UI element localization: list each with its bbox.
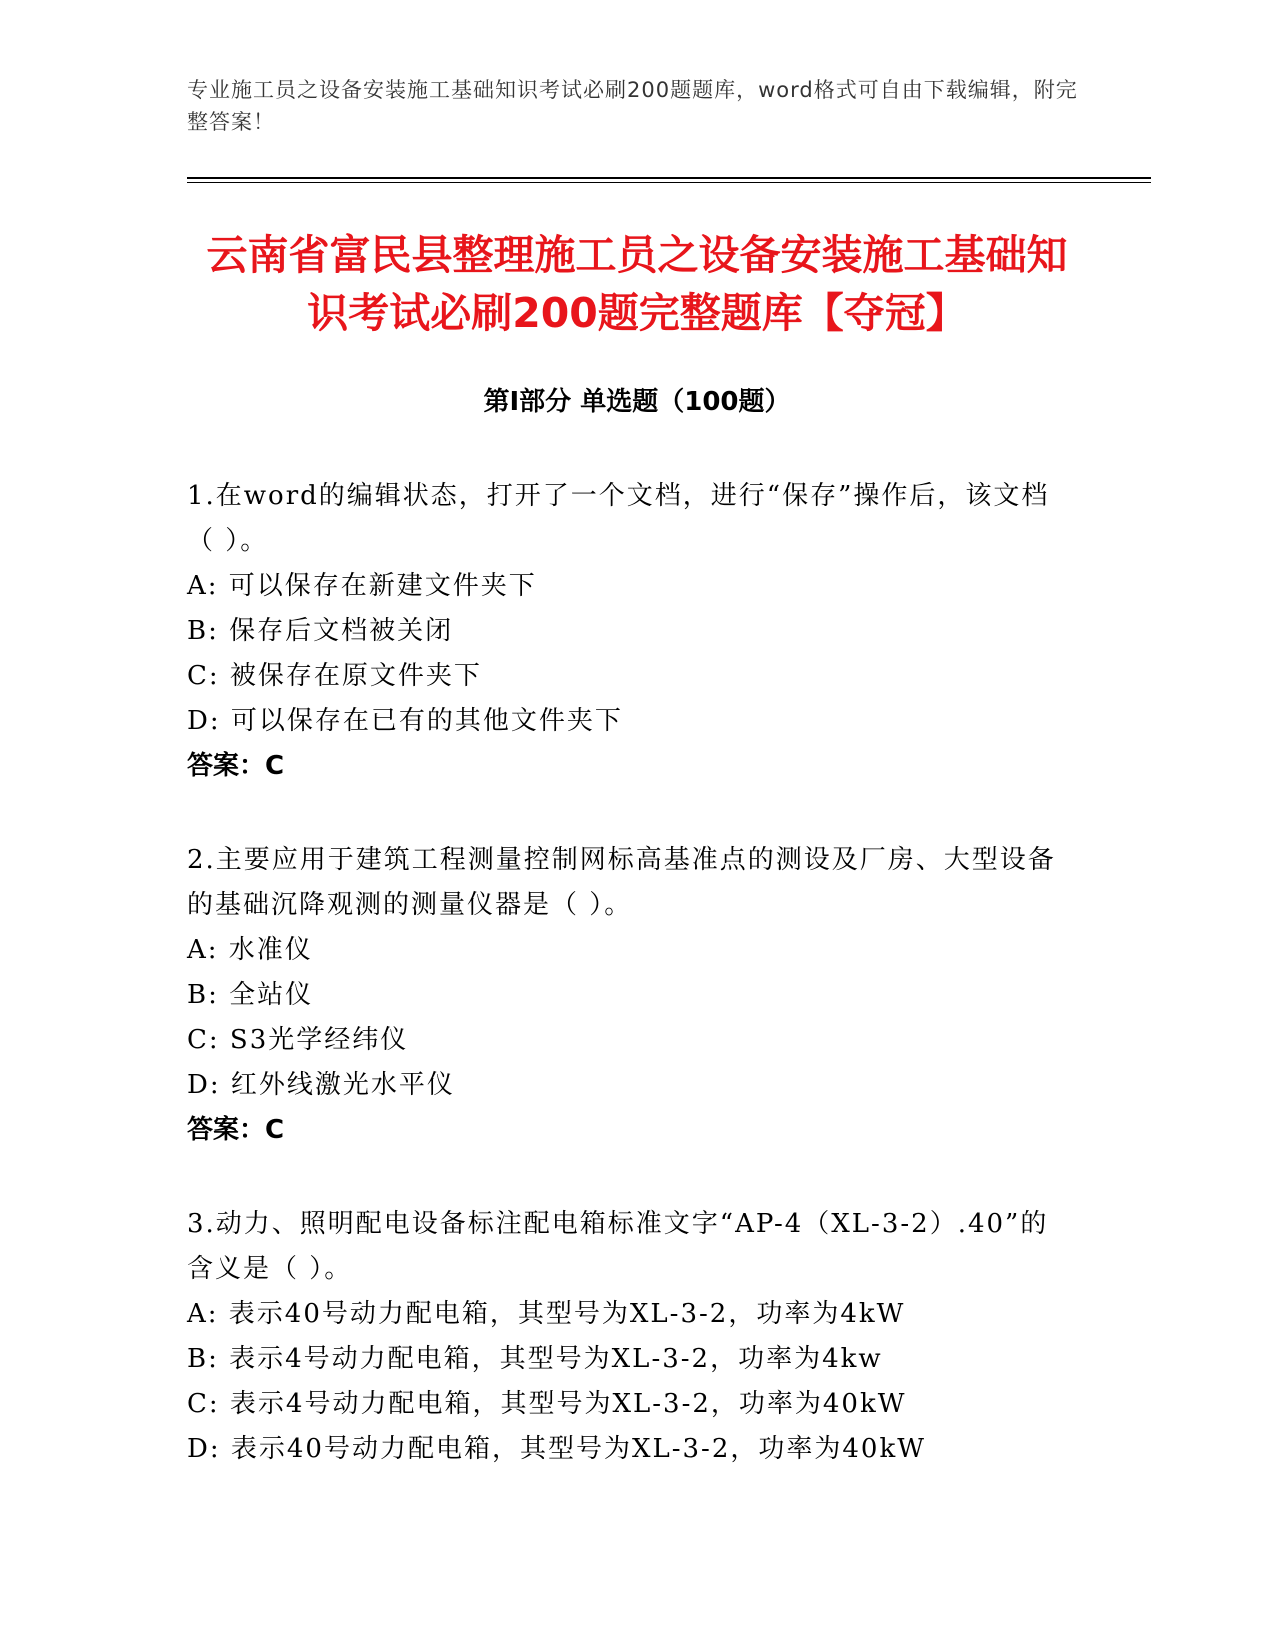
option-c: C: 被保存在原文件夹下 (187, 661, 482, 691)
option-b: B: 全站仪 (187, 980, 314, 1010)
option-d: D: 可以保存在已有的其他文件夹下 (187, 706, 623, 736)
question-3 (187, 1202, 1067, 1472)
question-answer: 答案：C (187, 1115, 285, 1145)
option-d: D: 表示40号动力配电箱，其型号为XL-3-2，功率为40kW (187, 1434, 926, 1464)
option-a: A: 可以保存在新建文件夹下 (187, 571, 537, 601)
option-d: D: 红外线激光水平仪 (187, 1070, 455, 1100)
question-2 (187, 838, 1067, 1153)
question-stem: 1.在word的编辑状态，打开了一个文档，进行“保存”操作后，该文档（ ）。 (187, 481, 1050, 556)
option-b: B: 保存后文档被关闭 (187, 616, 454, 646)
option-c: C: S3光学经纬仪 (187, 1025, 409, 1055)
page-header: 专业施工员之设备安装施工基础知识考试必刷200题题库，word格式可自由下载编辑，附完整答案！ (187, 78, 1078, 134)
option-a: A: 水准仪 (187, 935, 313, 965)
option-b: B: 表示4号动力配电箱，其型号为XL-3-2，功率为4kw (187, 1344, 883, 1374)
header-divider-thin (187, 182, 1151, 183)
header-divider-thick (187, 177, 1151, 179)
question-stem: 3.动力、照明配电设备标注配电箱标准文字“AP-4（XL-3-2）.40”的含义是（ ）。 (187, 1209, 1049, 1284)
question-stem: 2.主要应用于建筑工程测量控制网标高基准点的测设及厂房、大型设备的基础沉降观测的测量仪器是（ ）。 (187, 845, 1056, 920)
option-a: A: 表示40号动力配电箱，其型号为XL-3-2，功率为4kW (187, 1299, 906, 1329)
question-answer: 答案：C (187, 751, 285, 781)
option-c: C: 表示4号动力配电箱，其型号为XL-3-2，功率为40kW (187, 1389, 907, 1419)
document-title: 云南省富民县整理施工员之设备安装施工基础知识考试必刷200题完整题库【夺冠】 (206, 231, 1068, 337)
question-1 (187, 474, 1067, 789)
section-heading: 第I部分 单选题（100题） (483, 387, 791, 417)
